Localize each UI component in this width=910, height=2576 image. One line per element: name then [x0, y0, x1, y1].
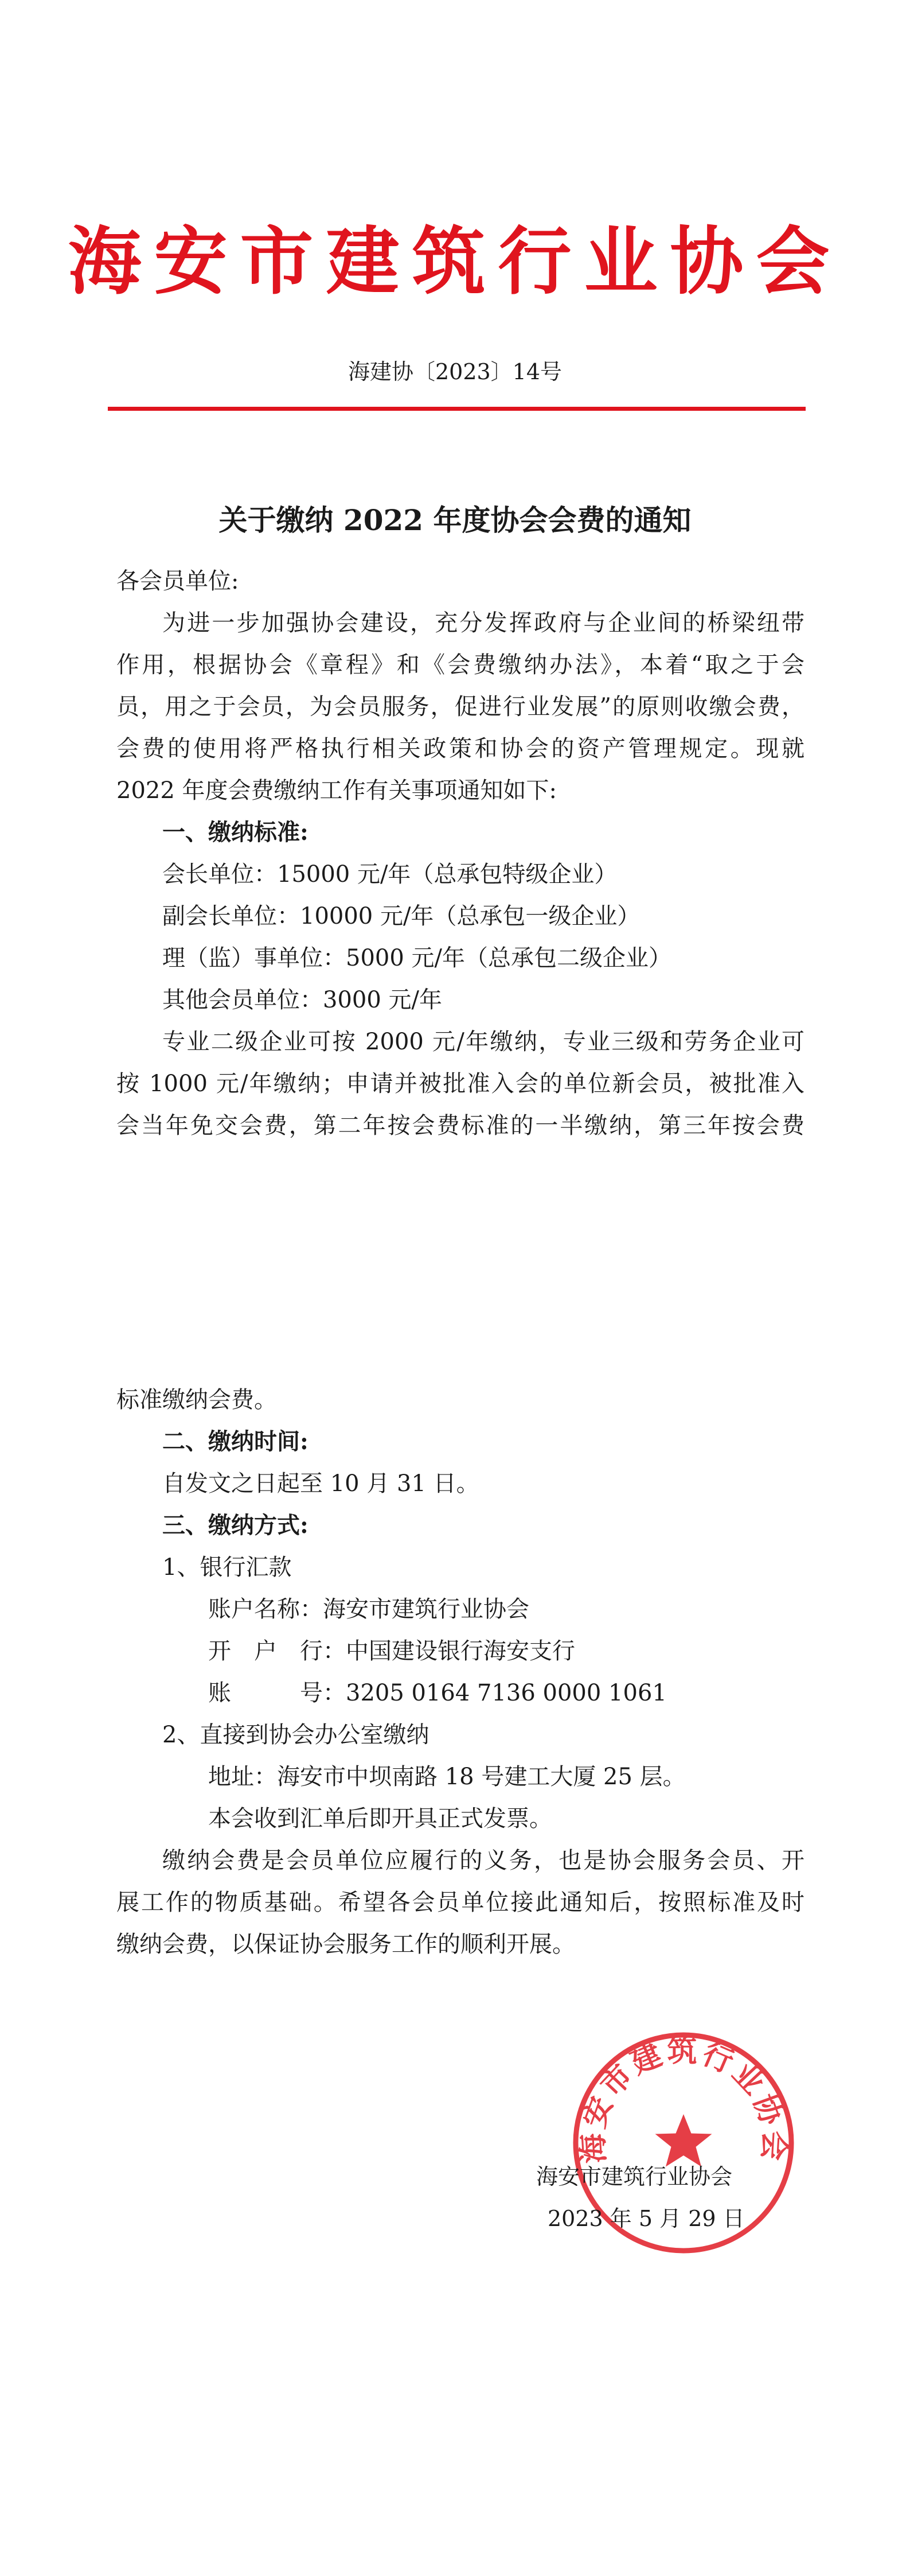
salutation: 各会员单位: — [116, 568, 239, 594]
account-number: 账 号：3205 0164 7136 0000 1061 — [208, 1680, 667, 1706]
fee-item-director: 理（监）事单位：5000 元/年（总承包二级企业） — [162, 945, 671, 971]
closing-line-1: 缴纳会费是会员单位应履行的义务，也是协会服务会员、开 — [162, 1847, 804, 1874]
fee-note-line-3: 会当年免交会费，第二年按会费标准的一半缴纳，第三年按会费 — [116, 1112, 804, 1139]
method-office-payment: 2、直接到协会办公室缴纳 — [162, 1722, 429, 1748]
masthead-title: 海安市建筑行业协会 — [68, 219, 842, 305]
intro-line-2: 作用，根据协会《章程》和《会费缴纳办法》，本着“取之于会 — [116, 652, 804, 678]
signature-date: 2023 年 5 月 29 日 — [548, 2206, 745, 2231]
document-number: 海建协〔2023〕14号 — [347, 359, 563, 384]
bank-name: 开 户 行：中国建设银行海安支行 — [208, 1638, 575, 1664]
closing-line-3: 缴纳会费，以保证协会服务工作的顺利开展。 — [116, 1931, 575, 1958]
notice-title: 关于缴纳 2022 年度协会会费的通知 — [218, 503, 692, 537]
fee-item-other: 其他会员单位：3000 元/年 — [162, 987, 442, 1013]
section-2-heading: 二、缴纳时间: — [162, 1428, 308, 1455]
section-3-heading: 三、缴纳方式: — [162, 1512, 308, 1539]
seal-text: 海安市建筑行业协会 — [575, 2034, 792, 2165]
fee-item-vice-president: 副会长单位：10000 元/年（总承包一级企业） — [162, 903, 640, 929]
closing-line-2: 展工作的物质基础。希望各会员单位接此通知后，按照标准及时 — [116, 1889, 804, 1916]
method-bank-transfer: 1、银行汇款 — [162, 1554, 292, 1581]
section-1-heading: 一、缴纳标准: — [162, 819, 308, 846]
intro-line-3: 员，用之于会员，为会员服务，促进行业发展”的原则收缴会费， — [116, 694, 804, 720]
fee-note-line-4: 标准缴纳会费。 — [116, 1387, 277, 1413]
fee-note-line-1: 专业二级企业可按 2000 元/年缴纳，专业三级和劳务企业可 — [162, 1029, 804, 1055]
account-name: 账户名称：海安市建筑行业协会 — [208, 1596, 529, 1622]
signature-organization: 海安市建筑行业协会 — [536, 2164, 733, 2189]
payment-deadline: 自发文之日起至 10 月 31 日。 — [162, 1470, 479, 1497]
intro-line-4: 会费的使用将严格执行相关政策和协会的资产管理规定。现就 — [116, 736, 804, 762]
office-address: 地址：海安市中坝南路 18 号建工大厦 25 层。 — [208, 1764, 686, 1790]
seal-star-icon — [655, 2114, 712, 2167]
invoice-note: 本会收到汇单后即开具正式发票。 — [208, 1805, 552, 1832]
header-divider — [108, 407, 806, 411]
fee-note-line-2: 按 1000 元/年缴纳；申请并被批准入会的单位新会员，被批准入 — [116, 1071, 804, 1097]
intro-line-1: 为进一步加强协会建设，充分发挥政府与企业间的桥梁纽带 — [162, 610, 804, 636]
fee-item-president: 会长单位：15000 元/年（总承包特级企业） — [162, 861, 618, 888]
intro-line-5: 2022 年度会费缴纳工作有关事项通知如下: — [116, 777, 557, 804]
